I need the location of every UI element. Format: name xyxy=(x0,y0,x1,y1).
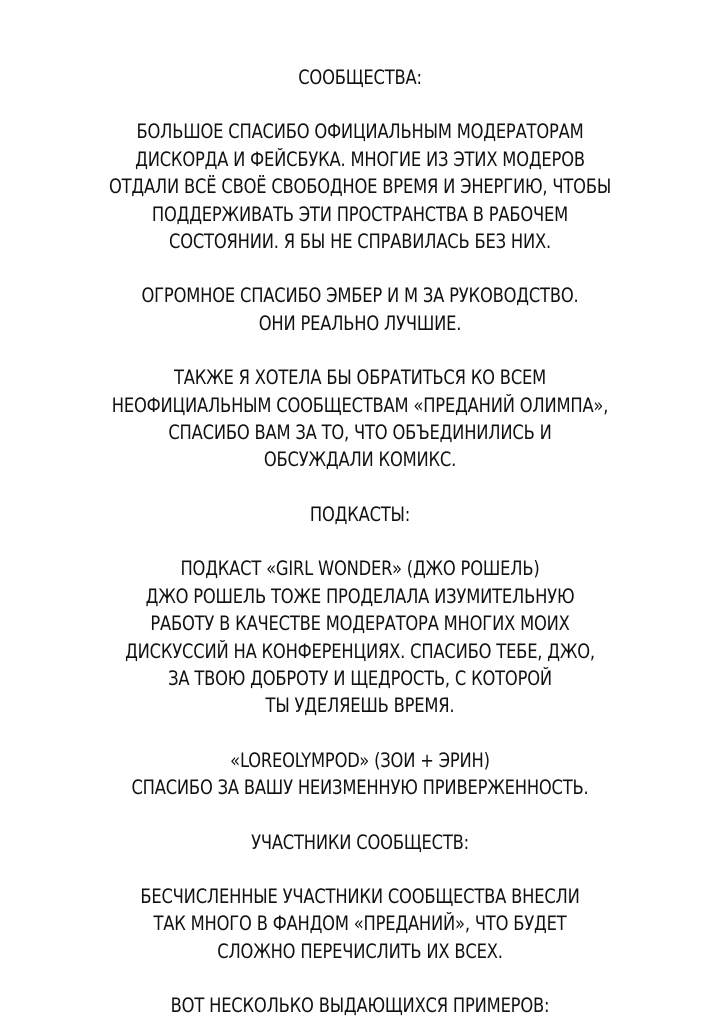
members-heading xyxy=(10,829,710,856)
heading-line: ПОДКАСТЫ: xyxy=(309,502,411,526)
unofficial-communities-paragraph xyxy=(10,364,710,474)
text-line: СОСТОЯНИИ. Я БЫ НЕ СПРАВИЛАСЬ БЕЗ НИХ. xyxy=(168,230,551,254)
heading-line: СООБЩЕСТВА: xyxy=(298,66,422,89)
text-line: ОБСУЖДАЛИ КОМИКС. xyxy=(263,448,457,472)
text-line: ПОДДЕРЖИВАТЬ ЭТИ ПРОСТРАНСТВА В РАБОЧЕМ xyxy=(151,202,569,226)
text-line: ВОТ НЕСКОЛЬКО ВЫДАЮЩИХСЯ ПРИМЕРОВ: xyxy=(170,994,550,1018)
text-line: ДИСКОРДА И ФЕЙСБУКА. МНОГИЕ ИЗ ЭТИХ МОДЕРОВ xyxy=(135,147,585,171)
text-line: «LOREOLYMPOD» (ЗОИ + ЭРИН) xyxy=(230,748,490,772)
text-line: ОГРОМНОЕ СПАСИБО ЭМБЕР И М ЗА РУКОВОДСТВО. xyxy=(141,284,579,308)
text-line: БОЛЬШОЕ СПАСИБО ОФИЦИАЛЬНЫМ МОДЕРАТОРАМ xyxy=(136,120,584,144)
text-line: ЗА ТВОЮ ДОБРОТУ И ЩЕДРОСТЬ, С КОТОРОЙ xyxy=(168,666,552,690)
girl-wonder-paragraph xyxy=(10,555,710,719)
text-line: НЕОФИЦИАЛЬНЫМ СООБЩЕСТВАМ «ПРЕДАНИЙ ОЛИМПА», xyxy=(111,393,609,417)
text-line: БЕСЧИСЛЕННЫЕ УЧАСТНИКИ СООБЩЕСТВА ВНЕСЛИ xyxy=(140,884,580,908)
text-line: ОНИ РЕАЛЬНО ЛУЧШИЕ. xyxy=(258,311,462,335)
text-line: ДЖО РОШЕЛЬ ТОЖЕ ПРОДЕЛАЛА ИЗУМИТЕЛЬНУЮ xyxy=(145,584,575,608)
communities-heading xyxy=(10,64,710,91)
text-line: ДИСКУССИЙ НА КОНФЕРЕНЦИЯХ. СПАСИБО ТЕБЕ, ДЖО, xyxy=(125,639,595,663)
text-line: ПОДКАСТ «GIRL WONDER» (ДЖО РОШЕЛЬ) xyxy=(180,557,540,581)
text-line: ТАК МНОГО В ФАНДОМ «ПРЕДАНИЙ», ЧТО БУДЕТ xyxy=(153,912,567,936)
moderators-thanks-paragraph xyxy=(10,118,710,255)
text-line: СПАСИБО ЗА ВАШУ НЕИЗМЕННУЮ ПРИВЕРЖЕННОСТЬ. xyxy=(131,776,589,800)
text-line: ТАКЖЕ Я ХОТЕЛА БЫ ОБРАТИТЬСЯ КО ВСЕМ xyxy=(173,366,547,390)
examples-intro xyxy=(10,992,710,1019)
text-line: РАБОТУ В КАЧЕСТВЕ МОДЕРАТОРА МНОГИХ МОИХ xyxy=(150,612,570,636)
text-line: ТЫ УДЕЛЯЕШЬ ВРЕМЯ. xyxy=(265,694,455,718)
text-line: СПАСИБО ВАМ ЗА ТО, ЧТО ОБЪЕДИНИЛИСЬ И xyxy=(168,421,552,445)
text-line: СЛОЖНО ПЕРЕЧИСЛИТЬ ИХ ВСЕХ. xyxy=(217,939,503,963)
amber-thanks-paragraph xyxy=(10,282,710,337)
podcasts-heading xyxy=(10,501,710,528)
text-line: ОТДАЛИ ВСЁ СВОЁ СВОБОДНОЕ ВРЕМЯ И ЭНЕРГИЮ, ЧТОБЫ xyxy=(108,175,612,199)
members-thanks-paragraph xyxy=(10,883,710,965)
loreolympod-paragraph xyxy=(10,747,710,802)
heading-line: УЧАСТНИКИ СООБЩЕСТВ: xyxy=(251,830,469,854)
